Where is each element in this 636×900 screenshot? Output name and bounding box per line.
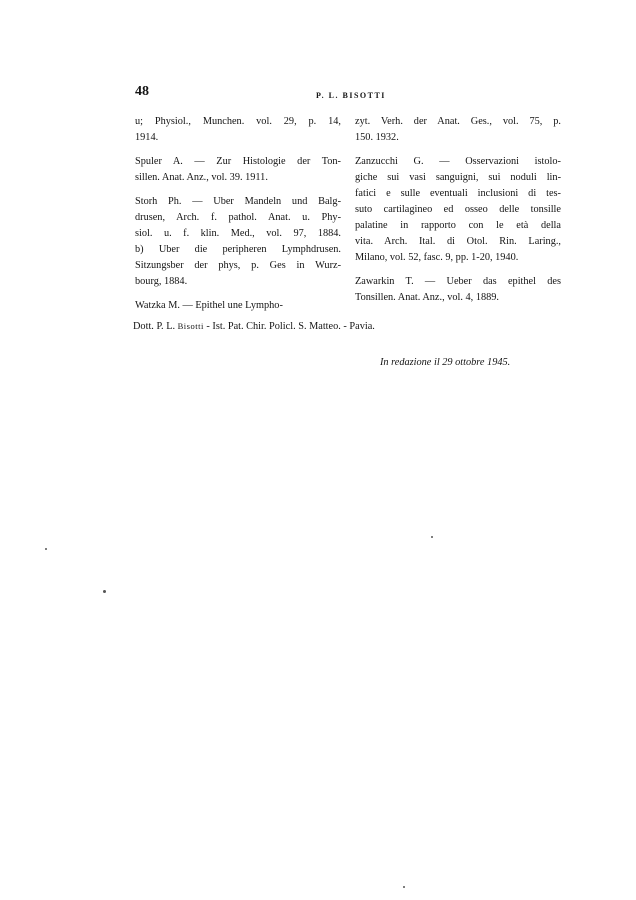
reference-line: Storh Ph. — Uber Mandeln und Balg- xyxy=(135,196,341,207)
reference-entry xyxy=(355,114,561,146)
reference-line: Milano, vol. 52, fasc. 9, pp. 1-20, 1940. xyxy=(355,252,519,263)
references-right-column xyxy=(355,114,561,314)
author-affiliation xyxy=(133,321,375,332)
reference-line: siol. u. f. klin. Med., vol. 97, 1884. xyxy=(135,228,341,239)
reference-line: fatici e sulle eventuali inclusioni di tes- xyxy=(355,188,561,199)
reference-line: 150. 1932. xyxy=(355,132,399,143)
reference-line: bourg, 1884. xyxy=(135,276,188,287)
reference-line: Zawarkin T. — Ueber das epithel des xyxy=(355,276,561,287)
reference-entry xyxy=(135,154,341,186)
reference-line: suto cartilagineo ed osseo delle tonsille xyxy=(355,204,561,215)
reference-entry xyxy=(135,114,341,146)
scan-speck xyxy=(45,548,47,550)
reference-line: giche sui vasi sanguigni, sui noduli lin- xyxy=(355,172,561,183)
reference-entry xyxy=(135,194,341,290)
reference-line: vita. Arch. Ital. di Otol. Rin. Laring., xyxy=(355,236,561,247)
reference-entry xyxy=(135,298,341,314)
reference-entry xyxy=(355,154,561,266)
running-head: P. L. BISOTTI xyxy=(316,91,386,100)
page-number: 48 xyxy=(135,84,149,99)
references-left-column xyxy=(135,114,341,322)
reference-line: b) Uber die peripheren Lymphdrusen. xyxy=(135,244,341,255)
affiliation-suffix: - Ist. Pat. Chir. Policl. S. Matteo. - Pavia. xyxy=(203,321,375,332)
reference-entry xyxy=(355,274,561,306)
scan-speck xyxy=(431,536,433,538)
reference-line: Tonsillen. Anat. Anz., vol. 4, 1889. xyxy=(355,292,499,303)
affiliation-prefix: Dott. P. L. xyxy=(133,321,178,332)
author-surname: Bisotti xyxy=(177,321,204,331)
reference-line: Watzka M. — Epithel une Lympho- xyxy=(135,300,283,311)
reference-line: Spuler A. — Zur Histologie der Ton- xyxy=(135,156,341,167)
reference-line: Zanzucchi G. — Osservazioni istolo- xyxy=(355,156,561,167)
reference-line: drusen, Arch. f. pathol. Anat. u. Phy- xyxy=(135,212,341,223)
reference-line: u; Physiol., Munchen. vol. 29, p. 14, xyxy=(135,116,341,127)
reference-line: zyt. Verh. der Anat. Ges., vol. 75, p. xyxy=(355,116,561,127)
reference-line: Sitzungsber der phys, p. Ges in Wurz- xyxy=(135,260,341,271)
submission-date: In redazione il 29 ottobre 1945. xyxy=(380,357,511,368)
scan-speck xyxy=(403,886,405,888)
reference-line: sillen. Anat. Anz., vol. 39. 1911. xyxy=(135,172,268,183)
scan-speck xyxy=(103,590,106,593)
reference-line: 1914. xyxy=(135,132,159,143)
reference-line: palatine in rapporto con le età della xyxy=(355,220,561,231)
